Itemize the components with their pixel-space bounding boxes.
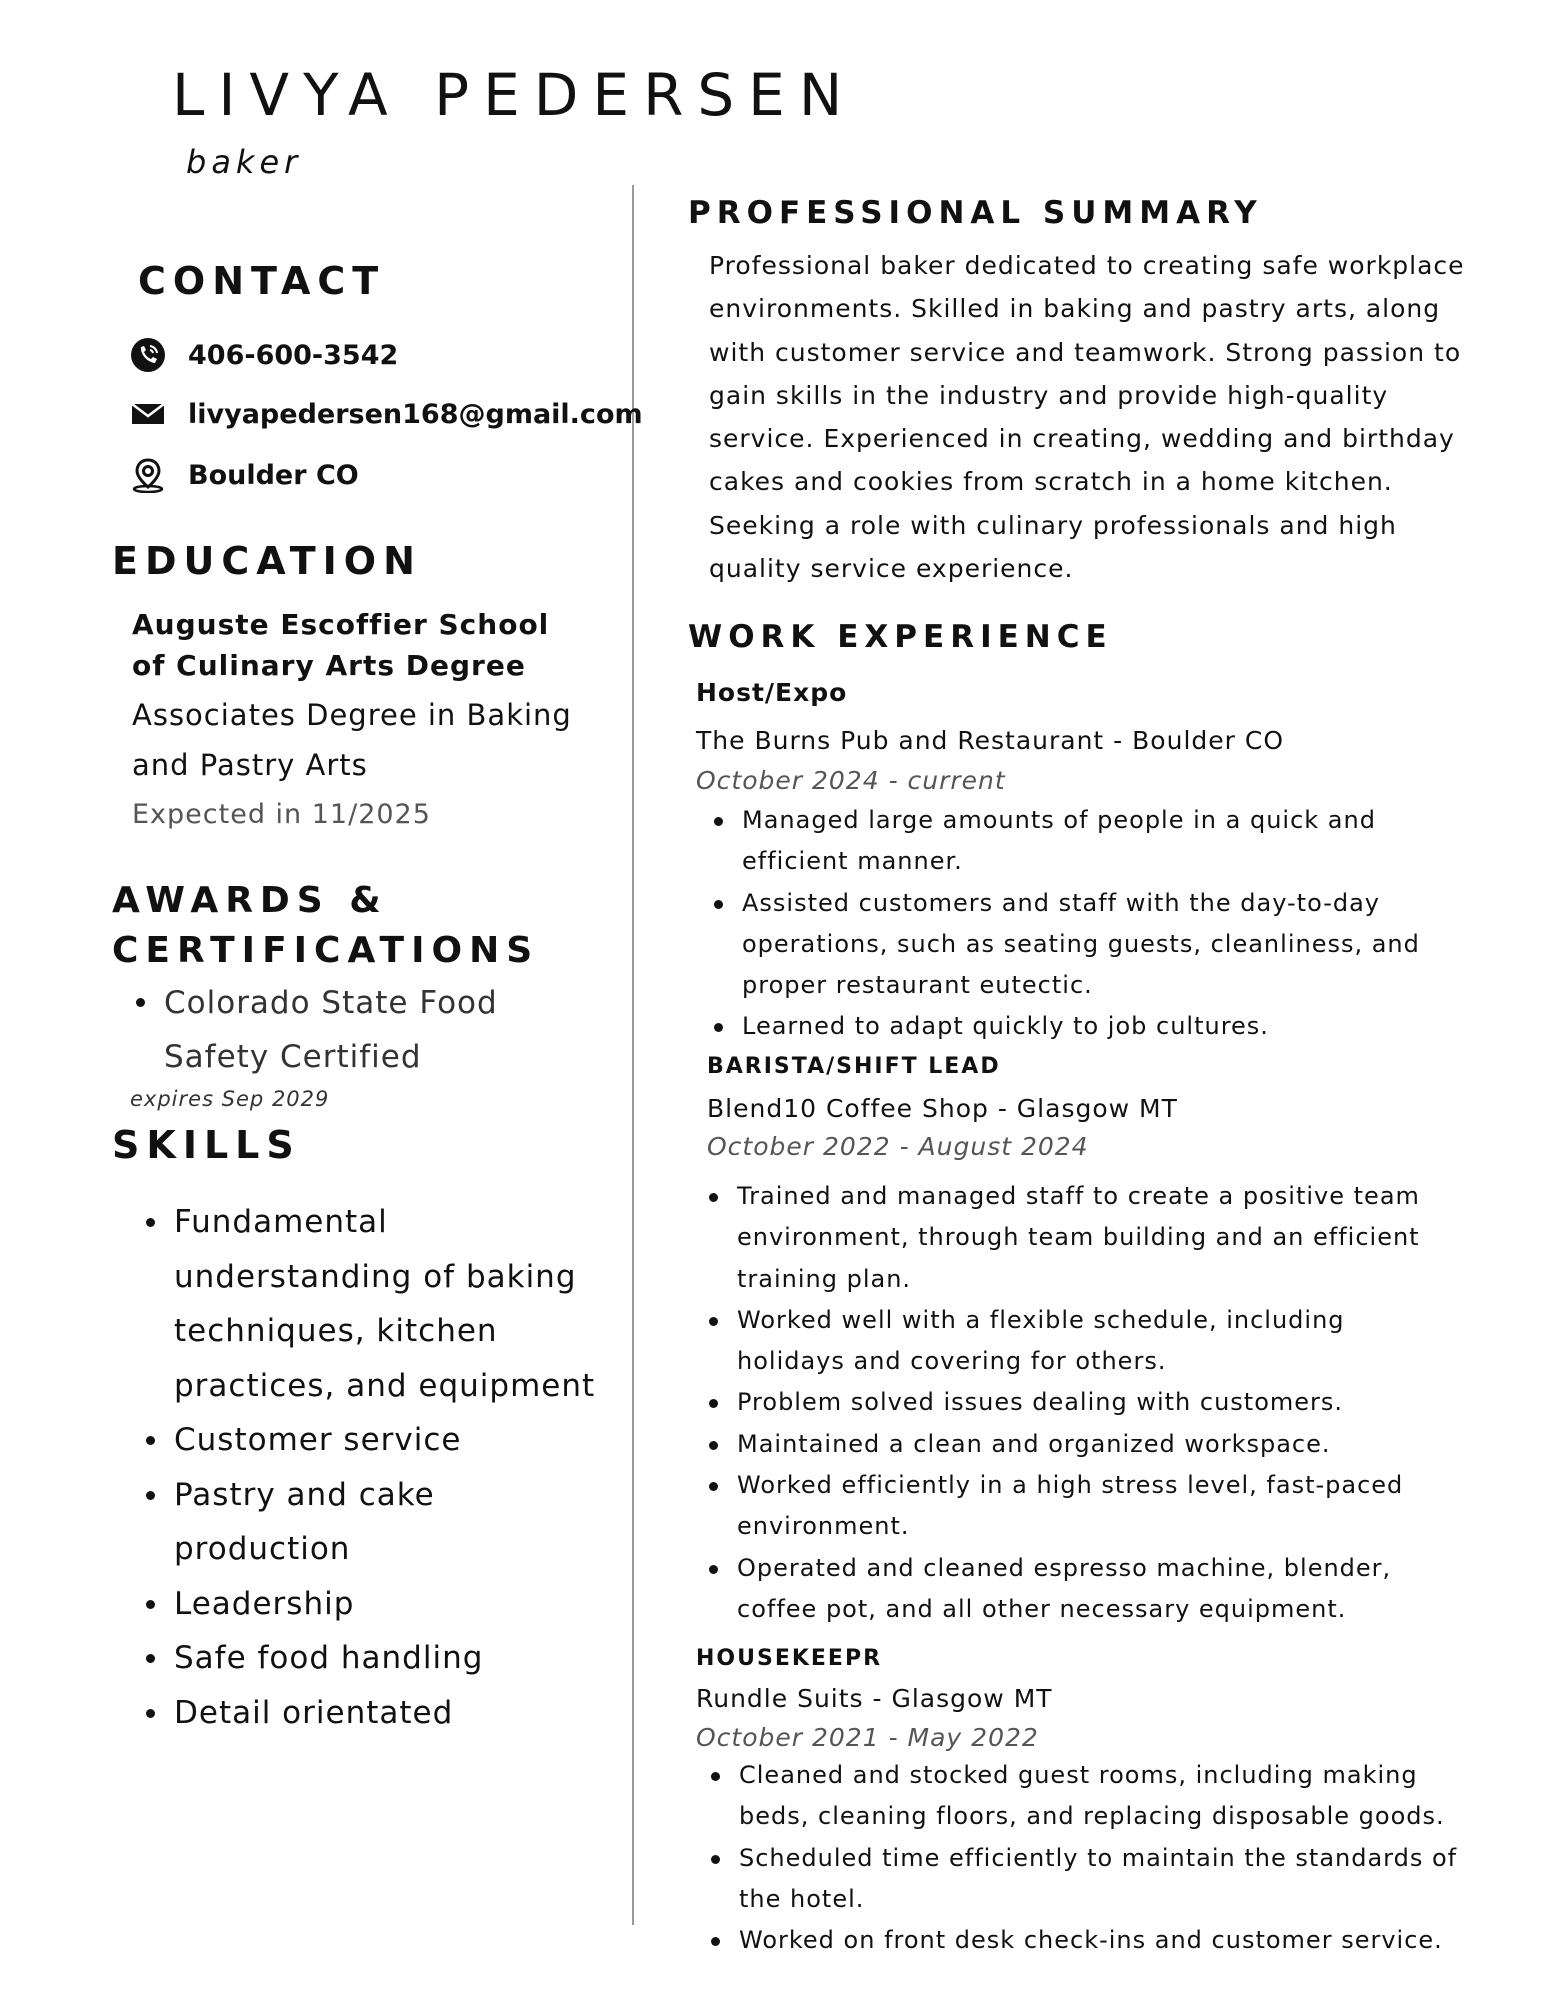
job-bullet: Worked on front desk check-ins and customer service. bbox=[739, 1920, 1459, 1961]
skill-item: Customer service bbox=[174, 1413, 614, 1468]
job-bullet: Learned to adapt quickly to job cultures. bbox=[742, 1006, 1462, 1047]
job-dates: October 2024 - current bbox=[696, 766, 1006, 795]
job-bullet: Trained and managed staff to create a positive team environment, through team building and an efficient training plan. bbox=[737, 1176, 1457, 1300]
contact-email[interactable]: livyapedersen168@gmail.com bbox=[188, 398, 643, 430]
awards-heading: AWARDS & CERTIFICATIONS bbox=[112, 880, 540, 971]
skill-item: Detail orientated bbox=[174, 1686, 614, 1741]
award-expiry: expires Sep 2029 bbox=[130, 1087, 330, 1111]
mail-icon bbox=[130, 396, 166, 432]
contact-email-row bbox=[130, 394, 643, 434]
location-pin-icon bbox=[130, 457, 166, 493]
job-company: Blend10 Coffee Shop - Glasgow MT bbox=[707, 1094, 1178, 1123]
job-bullet: Worked efficiently in a high stress level, fast-paced environment. bbox=[737, 1465, 1457, 1548]
job-bullet: Scheduled time efficiently to maintain the standards of the hotel. bbox=[739, 1838, 1459, 1921]
job-title: Host/Expo bbox=[696, 678, 848, 707]
summary-heading: PROFESSIONAL SUMMARY bbox=[688, 195, 1263, 231]
award-item: Colorado State Food Safety Certified bbox=[164, 976, 604, 1084]
job-bullet: Managed large amounts of people in a quick and efficient manner. bbox=[742, 800, 1462, 883]
education-heading: EDUCATION bbox=[112, 539, 422, 583]
job-bullets bbox=[737, 1176, 1457, 1630]
skill-item: Leadership bbox=[174, 1577, 614, 1632]
education-expected: Expected in 11/2025 bbox=[132, 799, 431, 830]
skills-heading: SKILLS bbox=[112, 1123, 301, 1167]
contact-location: Boulder CO bbox=[188, 459, 359, 491]
contact-phone[interactable]: 406-600-3542 bbox=[188, 339, 399, 371]
awards-list bbox=[164, 976, 604, 1084]
education-school: Auguste Escoffier School of Culinary Arts Degree bbox=[132, 608, 550, 682]
job-company: Rundle Suits - Glasgow MT bbox=[696, 1684, 1053, 1713]
resume-name: LIVYA PEDERSEN bbox=[172, 61, 857, 129]
skill-item: Pastry and cake production bbox=[174, 1468, 614, 1577]
job-bullet: Maintained a clean and organized workspace. bbox=[737, 1424, 1457, 1465]
job-bullet: Assisted customers and staff with the day-to-day operations, such as seating guests, cleanliness, and proper restaurant eutectic. bbox=[742, 883, 1462, 1007]
skills-list bbox=[174, 1195, 614, 1740]
job-bullets bbox=[742, 800, 1462, 1048]
skill-item: Fundamental understanding of baking techniques, kitchen practices, and equipment bbox=[174, 1195, 614, 1413]
job-dates: October 2021 - May 2022 bbox=[696, 1723, 1039, 1752]
skill-item: Safe food handling bbox=[174, 1631, 614, 1686]
contact-phone-row bbox=[130, 335, 398, 375]
job-dates: October 2022 - August 2024 bbox=[707, 1132, 1089, 1161]
summary-text: Professional baker dedicated to creating safe workplace environments. Skilled in baking and pastry arts, along with customer service and teamwork. Strong passion to gain skills in the industry and provide high-quality service. Experienced in creating, wedding and birthday cakes and cookies from scratch in a home kitchen. Seeking a role with culinary professionals and high quality service experience. bbox=[709, 251, 1465, 584]
job-bullets bbox=[739, 1755, 1459, 1961]
job-role: baker bbox=[186, 143, 303, 181]
job-bullet: Cleaned and stocked guest rooms, including making beds, cleaning floors, and replacing disposable goods. bbox=[739, 1755, 1459, 1838]
job-title: BARISTA/SHIFT LEAD bbox=[707, 1054, 1001, 1079]
job-company: The Burns Pub and Restaurant - Boulder CO bbox=[696, 726, 1284, 755]
job-bullet: Problem solved issues dealing with customers. bbox=[737, 1382, 1457, 1423]
contact-location-row bbox=[130, 455, 359, 495]
job-bullet: Operated and cleaned espresso machine, blender, coffee pot, and all other necessary equipment. bbox=[737, 1548, 1457, 1631]
education-degree: Associates Degree in Baking and Pastry Arts bbox=[132, 698, 572, 782]
job-title: HOUSEKEEPR bbox=[696, 1646, 883, 1671]
column-divider bbox=[632, 185, 634, 1925]
contact-heading: CONTACT bbox=[138, 259, 386, 303]
job-bullet: Worked well with a flexible schedule, including holidays and covering for others. bbox=[737, 1300, 1457, 1383]
phone-icon bbox=[130, 337, 166, 373]
work-heading: WORK EXPERIENCE bbox=[688, 619, 1113, 655]
